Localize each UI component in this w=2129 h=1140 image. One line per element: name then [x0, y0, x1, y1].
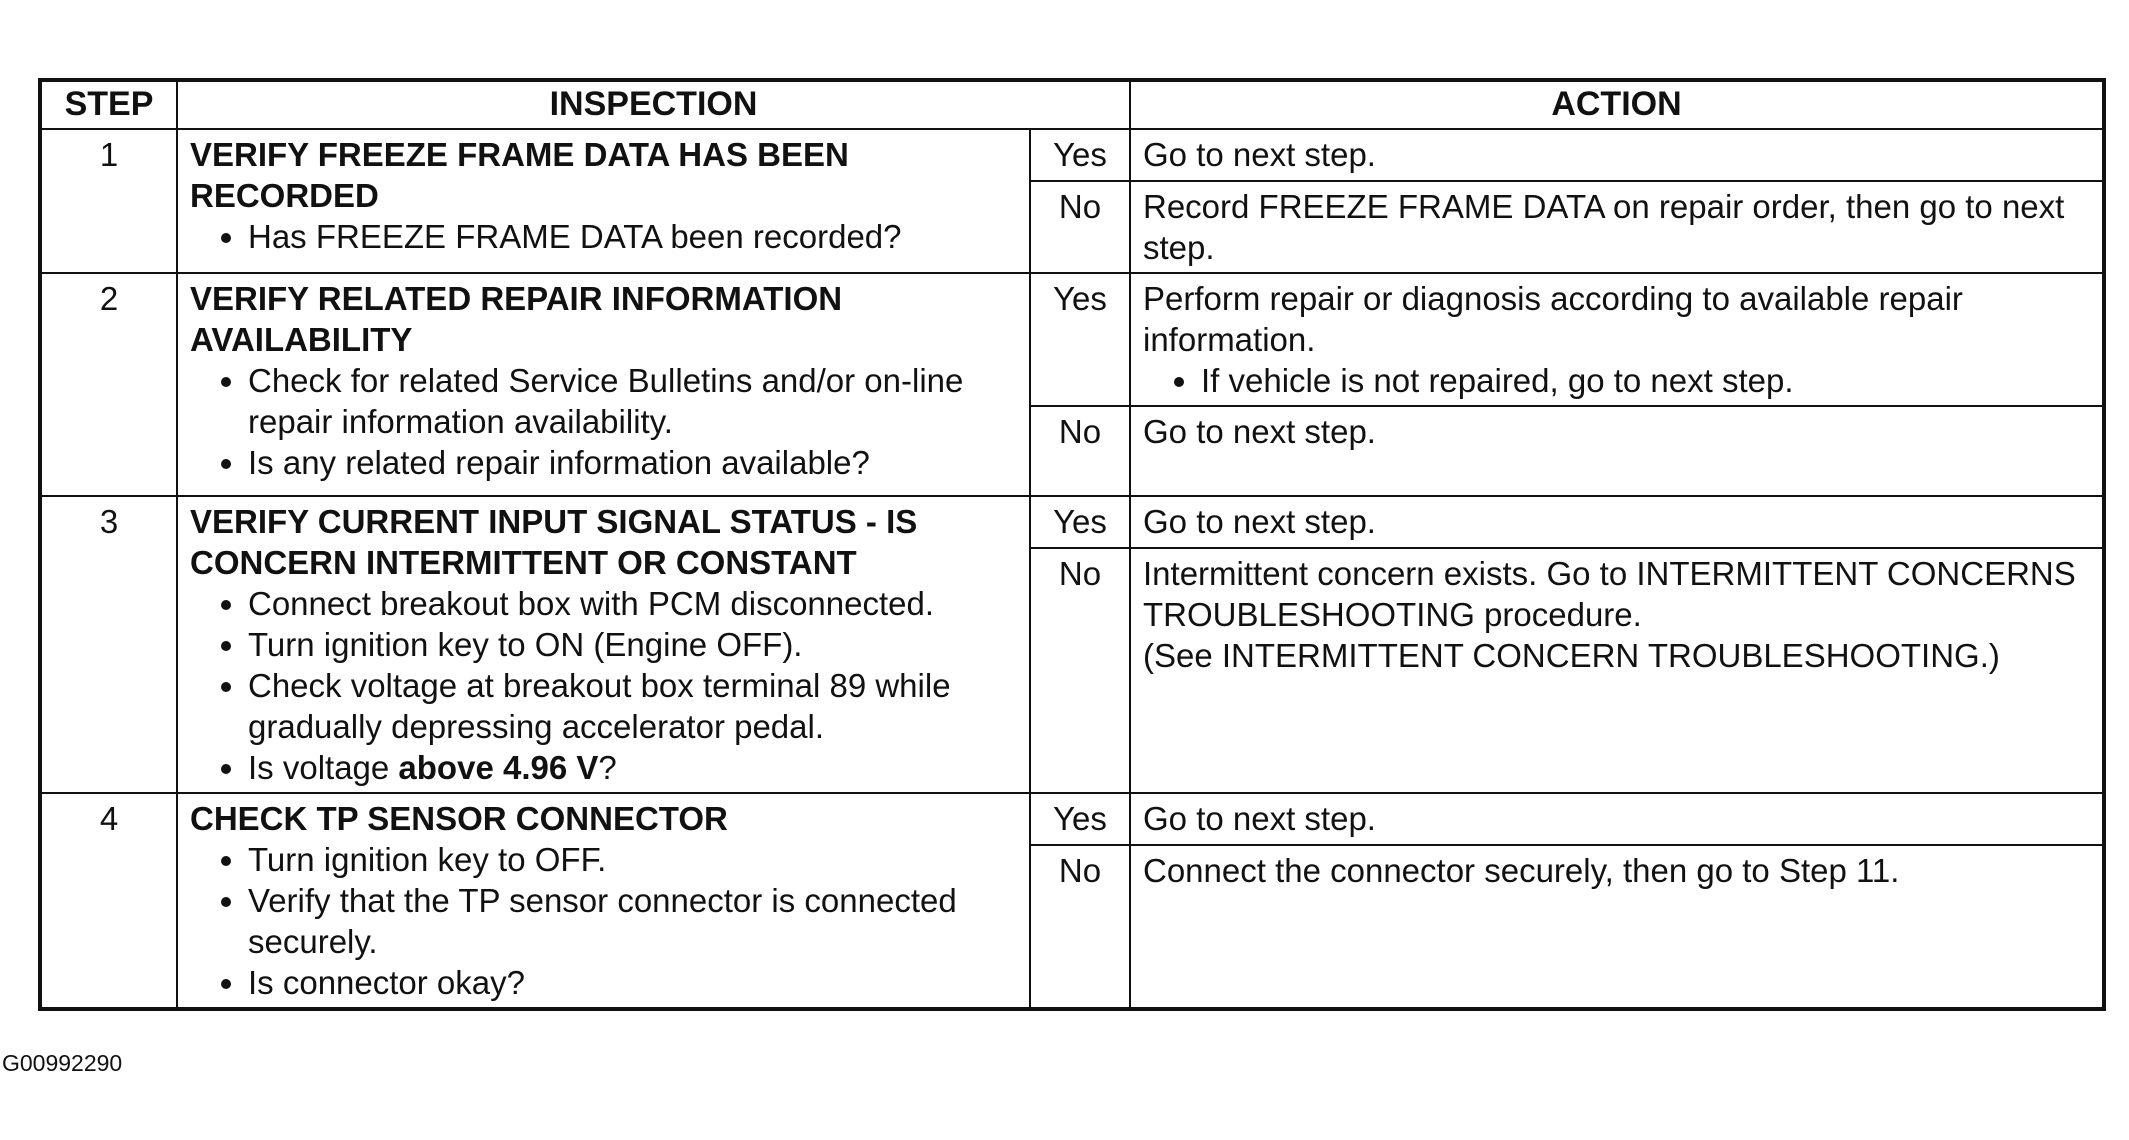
inspection-cell: [177, 129, 1030, 273]
step-number: 3: [40, 496, 177, 793]
inspection-bullets: [190, 360, 1017, 483]
yes-action: Go to next step.: [1130, 129, 2104, 181]
figure-id: G00992290: [2, 1050, 123, 1076]
no-action: Go to next step.: [1130, 406, 2104, 496]
inspection-bullet: • Verify that the TP sensor connector is connected securely.: [248, 880, 1017, 962]
table-row: [40, 496, 2104, 548]
inspection-bullets: [190, 839, 1017, 1003]
inspection-title: VERIFY CURRENT INPUT SIGNAL STATUS - IS CONCERN INTERMITTENT OR CONSTANT: [190, 503, 918, 581]
inspection-bullets: [190, 583, 1017, 788]
bullet-text: Is voltage: [248, 749, 399, 786]
inspection-title: CHECK TP SENSOR CONNECTOR: [190, 800, 728, 837]
step-column-header: STEP: [40, 80, 177, 129]
no-label: No: [1030, 181, 1130, 273]
voltage-threshold: above 4.96 V: [398, 749, 599, 786]
inspection-bullets: [190, 216, 1017, 257]
yes-action: Go to next step.: [1130, 496, 2104, 548]
inspection-bullet: • Turn ignition key to ON (Engine OFF).: [248, 624, 1017, 665]
inspection-bullet: • Is connector okay?: [248, 962, 1017, 1003]
no-action: Record FREEZE FRAME DATA on repair order, then go to next step.: [1130, 181, 2104, 273]
yes-action: Go to next step.: [1130, 793, 2104, 845]
no-action-cell: [1130, 548, 2104, 793]
inspection-bullet: • Connect breakout box with PCM disconnected.: [248, 583, 1017, 624]
inspection-bullet: • Turn ignition key to OFF.: [248, 839, 1017, 880]
inspection-bullet: • Check voltage at breakout box terminal 89 while gradually depressing accelerator pedal.: [248, 665, 1017, 747]
table-row: [40, 273, 2104, 406]
step-number: 2: [40, 273, 177, 496]
inspection-bullet: • Check for related Service Bulletins and/or on-line repair information availability.: [248, 360, 1017, 442]
inspection-bullet: • Has FREEZE FRAME DATA been recorded?: [248, 216, 1017, 257]
step-number: 4: [40, 793, 177, 1009]
no-action: Connect the connector securely, then go to Step 11.: [1130, 845, 2104, 1009]
inspection-cell: [177, 496, 1030, 793]
yes-action: Perform repair or diagnosis according to available repair information.: [1143, 280, 1963, 358]
action-bullet: • If vehicle is not repaired, go to next step.: [1201, 360, 2090, 401]
yes-label: Yes: [1030, 129, 1130, 181]
yes-label: Yes: [1030, 496, 1130, 548]
inspection-bullet: • Is any related repair information available?: [248, 442, 1017, 483]
table-header-row: [40, 80, 2104, 129]
action-column-header: ACTION: [1130, 80, 2104, 129]
table-row: [40, 129, 2104, 181]
no-action: Intermittent concern exists. Go to INTERMITTENT CONCERNS TROUBLESHOOTING procedure.: [1143, 555, 2076, 633]
step-number: 1: [40, 129, 177, 273]
inspection-column-header: INSPECTION: [177, 80, 1130, 129]
table-row: [40, 793, 2104, 845]
yes-action-cell: [1130, 273, 2104, 406]
action-bullets: [1143, 360, 2090, 401]
no-label: No: [1030, 548, 1130, 793]
yes-label: Yes: [1030, 793, 1130, 845]
no-action-reference: (See INTERMITTENT CONCERN TROUBLESHOOTING.): [1143, 637, 2000, 674]
inspection-title: VERIFY RELATED REPAIR INFORMATION AVAILABILITY: [190, 280, 843, 358]
no-label: No: [1030, 406, 1130, 496]
no-label: No: [1030, 845, 1130, 1009]
bullet-text: ?: [598, 749, 617, 786]
inspection-bullet: [248, 747, 1017, 788]
diagnostic-procedure-table: [38, 78, 2106, 1011]
yes-label: Yes: [1030, 273, 1130, 406]
inspection-cell: [177, 273, 1030, 496]
inspection-title: VERIFY FREEZE FRAME DATA HAS BEEN RECORDED: [190, 136, 849, 214]
inspection-cell: [177, 793, 1030, 1009]
